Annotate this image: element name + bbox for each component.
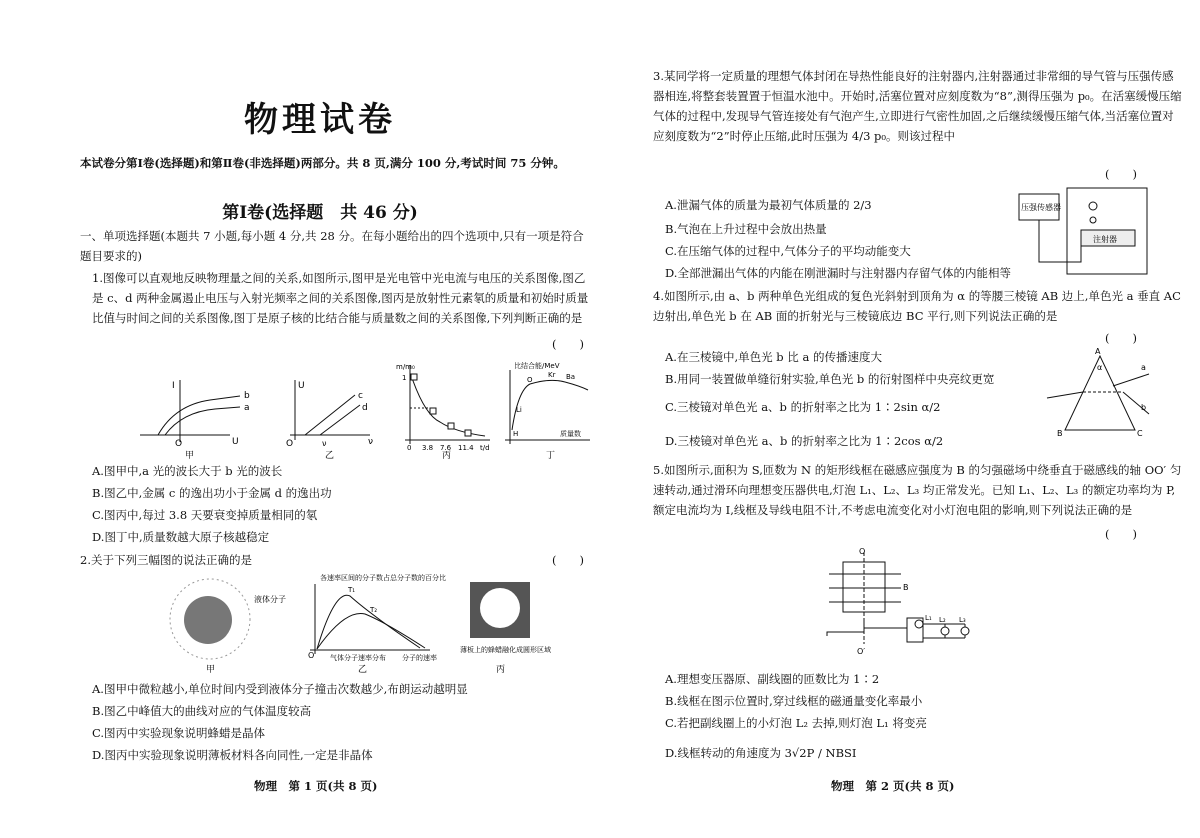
q5-axis-o-prime: O′ [857, 647, 866, 656]
q5-option-d[interactable]: D.线框转动的角速度为 3√2P / NBSI [665, 746, 857, 760]
q2-option-c[interactable]: C.图丙中实验现象说明蜂蜡是晶体 [92, 726, 266, 740]
q1-yi-axis-u: U [298, 381, 305, 391]
q2-yi-origin: O [308, 651, 315, 660]
q4-ray-a: a [1141, 363, 1146, 372]
q4-ray-b: b [1141, 403, 1147, 412]
left-page [40, 0, 600, 838]
q4-option-b[interactable]: B.用同一装置做单缝衍射实验,单色光 b 的衍射图样中央亮纹更宽 [665, 372, 995, 386]
q1-fig-label-bing: 丙 [442, 451, 452, 460]
q1-answer-bracket: ( ) [552, 337, 584, 351]
page-footer-1: 物理 第 1 页(共 8 页) [254, 779, 378, 793]
q3-option-c[interactable]: C.在压缩气体的过程中,气体分子的平均动能变大 [665, 244, 911, 258]
q2-option-a[interactable]: A.图甲中微粒越小,单位时间内受到液体分子撞击次数越少,布朗运动越明显 [92, 682, 468, 696]
q1-ding-nucleus-o: O [527, 376, 533, 384]
q2-fig-label-jia: 甲 [206, 665, 216, 675]
q1-option-d[interactable]: D.图丁中,质量数越大原子核越稳定 [92, 530, 270, 544]
q4-stem: 4.如图所示,由 a、b 两种单色光组成的复色光斜射到顶角为 α 的等腰三棱镜 AB 边上,单色光 a 垂直 AC 边射出,单色光 b 在 AB 面的折射光与三棱镜底边 BC 平行,则下列说法正确的是 [653, 289, 1181, 323]
q2-answer-bracket: ( ) [552, 553, 584, 567]
q3-answer-bracket: ( ) [1105, 167, 1137, 181]
q1-fig-label-ding: 丁 [546, 451, 556, 460]
right-page [635, 0, 1195, 838]
q1-yi-origin: O [286, 439, 294, 449]
q3-figure [1015, 186, 1155, 282]
q3-option-a[interactable]: A.泄漏气体的质量为最初气体质量的 2/3 [665, 198, 872, 212]
q2-figures [130, 574, 570, 678]
q1-fig-bing [396, 363, 490, 460]
q1-jia-origin: O [175, 439, 183, 449]
q1-stem: 1.图像可以直观地反映物理量之间的关系,如图所示,图甲是光电管中光电流与电压的关系图像,图乙是 c、d 两种金属遏止电压与入射光频率之间的关系图像,图丙是放射性元素氡的质量和初始时质量比值与时间之间的关系图像,图丁是原子核的比结合能与质量数之间的关系图像,下列判断正确的是 [92, 271, 589, 325]
q2-option-b[interactable]: B.图乙中峰值大的曲线对应的气体温度较高 [92, 704, 312, 718]
q5-option-c[interactable]: C.若把副线圈上的小灯泡 L₂ 去掉,则灯泡 L₁ 将变亮 [665, 716, 927, 730]
exam-intro: 本试卷分第Ⅰ卷(选择题)和第Ⅱ卷(非选择题)两部分。共 8 页,满分 100 分,考试时间 75 分钟。 [80, 156, 565, 170]
page-title: 物理试卷 [244, 100, 396, 140]
q3-sensor-label: 压强传感器 [1021, 203, 1061, 212]
q2-stem: 2.关于下列三幅图的说法正确的是 [80, 553, 252, 567]
q1-jia-axis-i: I [172, 381, 175, 391]
q1-bing-x-0: 0 [407, 444, 412, 452]
section1-instructions: 一、单项选择题(本题共 7 小题,每小题 4 分,共 28 分。在每小题给出的四个选项中,只有一项是符合题目要求的) [80, 229, 584, 263]
q5-option-b[interactable]: B.线框在图示位置时,穿过线框的磁通量变化率最小 [665, 694, 923, 708]
q1-ding-nucleus-h: H [513, 430, 519, 438]
q1-fig-jia [140, 380, 250, 460]
q1-fig-label-yi: 乙 [325, 451, 335, 460]
q1-fig-label-jia: 甲 [185, 451, 195, 460]
q1-bing-x-76: 7.6 [440, 444, 452, 452]
part1-title: 第Ⅰ卷(选择题 共 46 分) [222, 203, 418, 223]
q1-yi-line-d: d [362, 403, 368, 413]
q1-bing-y-label: m/m₀ [396, 363, 415, 371]
q1-bing-x-label: t/d [480, 444, 490, 452]
q2-yi-x2: 气体分子速率分布 [330, 654, 386, 662]
q1-bing-tick-1: 1 [402, 374, 407, 382]
q4-vertex-a: A [1095, 348, 1101, 356]
q1-yi-line-c: c [358, 391, 363, 401]
q1-yi-v-tick: ν [322, 439, 327, 448]
q1-option-b[interactable]: B.图乙中,金属 c 的逸出功小于金属 d 的逸出功 [92, 486, 332, 500]
q2-yi-x1: 分子的速率 [402, 654, 437, 662]
q5-lamp-l3: L₃ [959, 616, 966, 624]
q1-yi-axis-v: ν [368, 437, 374, 447]
q4-angle-alpha: α [1097, 363, 1103, 372]
q2-fig-yi [308, 574, 446, 675]
q1-ding-title: 比结合能/MeV [514, 362, 560, 370]
q4-answer-bracket: ( ) [1105, 331, 1137, 345]
q1-ding-nucleus-kr: Kr [548, 371, 556, 379]
q2-fig-label-yi: 乙 [358, 665, 368, 675]
q5-field-b: B [903, 583, 909, 592]
q5-axis-o: O [859, 548, 866, 556]
q1-ding-nucleus-ba: Ba [566, 373, 576, 381]
q2-jia-label: 液体分子 [254, 595, 286, 604]
q1-ding-xlabel: 质量数 [560, 430, 581, 438]
q1-jia-axis-u: U [232, 437, 239, 447]
q2-fig-jia [170, 579, 286, 675]
q1-option-a[interactable]: A.图甲中,a 光的波长大于 b 光的波长 [92, 464, 283, 478]
q4-vertex-c: C [1137, 429, 1143, 438]
q3-option-b[interactable]: B.气泡在上升过程中会放出热量 [665, 222, 827, 236]
q1-option-c[interactable]: C.图丙中,每过 3.8 天要衰变掉质量相同的氡 [92, 508, 318, 522]
q1-fig-ding [505, 361, 590, 460]
q5-lamp-l2: L₂ [939, 616, 946, 624]
q2-yi-t2: T₂ [370, 606, 378, 614]
q1-ding-nucleus-li: Li [516, 406, 522, 414]
q4-option-d[interactable]: D.三棱镜对单色光 a、b 的折射率之比为 1∶2cos α/2 [665, 434, 944, 448]
q3-syringe-label: 注射器 [1093, 235, 1117, 244]
q1-jia-curve-a: a [244, 403, 250, 413]
q2-fig-bing [460, 582, 551, 675]
q1-bing-x-38: 3.8 [422, 444, 434, 452]
q3-option-d[interactable]: D.全部泄漏出气体的内能在刚泄漏时与注射器内存留气体的内能相等 [665, 266, 1011, 280]
q1-jia-curve-b: b [244, 391, 250, 401]
q1-fig-yi [286, 380, 373, 460]
q3-stem: 3.某同学将一定质量的理想气体封闭在导热性能良好的注射器内,注射器通过非常细的导气管与压强传感器相连,将整套装置置于恒温水池中。开始时,活塞位置对应刻度数为“8”,测得压强为 p₀。在活塞缓慢压缩气体的过程中,发现导气管连接处有气泡产生,立即进行气密性加固,之后继续缓慢压缩气体,当活塞位置对应刻度数为“2”时停止压缩,此时压强为 4/3 p₀。则该过程中 [653, 69, 1182, 143]
q2-option-d[interactable]: D.图丙中实验现象说明薄板材料各向同性,一定是非晶体 [92, 748, 373, 762]
q5-stem: 5.如图所示,面积为 S,匝数为 N 的矩形线框在磁感应强度为 B 的匀强磁场中绕垂直于磁感线的轴 OO′ 匀速转动,通过滑环向理想变压器供电,灯泡 L₁、L₂、L₃ 均正常发光。已知 L₁、L₂、L₃ 的额定功率均为 P,额定电流均为 I,线框及导线电阻不计,不考虑电流变化对小灯泡电阻的影响,则下列说法正确的是 [653, 463, 1182, 517]
q1-figures [120, 360, 590, 460]
q4-option-c[interactable]: C.三棱镜对单色光 a、b 的折射率之比为 1∶2sin α/2 [665, 400, 941, 414]
q5-answer-bracket: ( ) [1105, 527, 1137, 541]
q2-yi-title: 各速率区间的分子数占总分子数的百分比 [320, 574, 446, 582]
q5-lamp-l1: L₁ [925, 614, 932, 622]
q5-generator-figure [815, 548, 975, 660]
q4-vertex-b: B [1057, 429, 1063, 438]
q4-prism-figure [1045, 348, 1155, 438]
page-footer-2: 物理 第 2 页(共 8 页) [831, 779, 955, 793]
q2-fig-label-bing: 丙 [496, 665, 506, 675]
q1-bing-x-114: 11.4 [458, 444, 474, 452]
q4-option-a[interactable]: A.在三棱镜中,单色光 b 比 a 的传播速度大 [665, 350, 882, 364]
q2-yi-t1: T₁ [348, 586, 356, 594]
q5-option-a[interactable]: A.理想变压器原、副线圈的匝数比为 1∶2 [665, 672, 880, 686]
q2-bing-label: 薄板上的蜂蜡融化成圆形区域 [460, 646, 551, 654]
